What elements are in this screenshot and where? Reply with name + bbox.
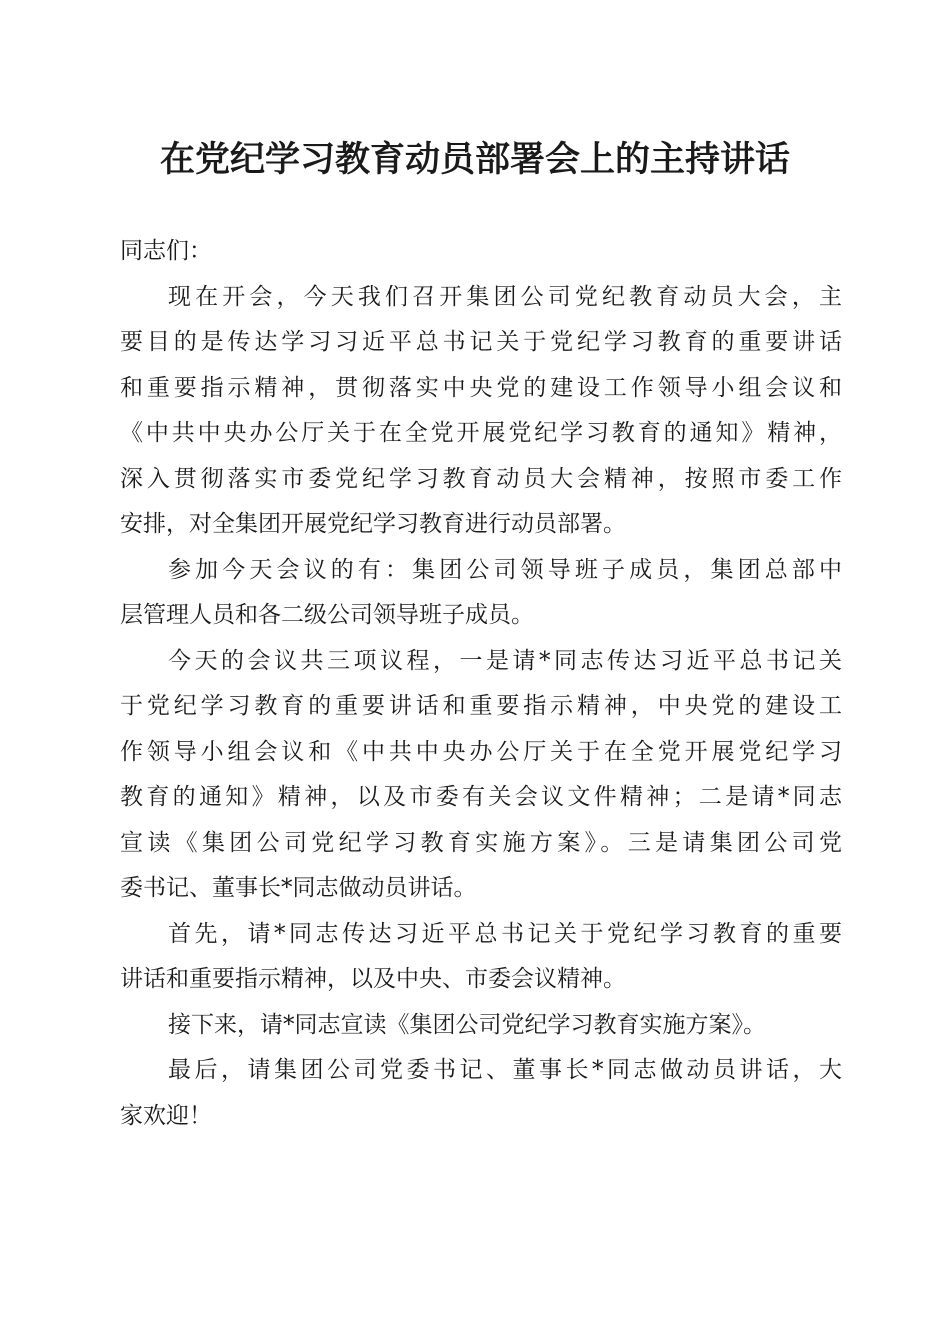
- paragraph-line: 和重要指示精神，贯彻落实中央党的建设工作领导小组会议和: [120, 374, 842, 401]
- paragraph-line: 于党纪学习教育的重要讲话和重要指示精神，中央党的建设工: [120, 693, 842, 719]
- paragraph-line: 安排，对全集团开展党纪学习教育进行动员部署。: [120, 511, 626, 537]
- paragraph-line: 接下来，请*同志宣读《集团公司党纪学习教育实施方案》。: [168, 1011, 766, 1038]
- paragraph-line: 最后，请集团公司党委书记、董事长*同志做动员讲话，大: [168, 1057, 842, 1083]
- document-title: 在党纪学习教育动员部署会上的主持讲话: [159, 139, 790, 180]
- paragraph-line: 首先，请*同志传达习近平总书记关于党纪学习教育的重要: [168, 920, 842, 947]
- paragraph-line: 深入贯彻落实市委党纪学习教育动员大会精神，按照市委工作: [120, 465, 842, 492]
- paragraph-line: 教育的通知》精神，以及市委有关会议文件精神；二是请*同志: [120, 784, 842, 810]
- paragraph-line: 今天的会议共三项议程，一是请*同志传达习近平总书记关: [168, 647, 842, 674]
- paragraph-line: 要目的是传达学习习近平总书记关于党纪学习教育的重要讲话: [120, 329, 842, 355]
- paragraph-line: 现在开会，今天我们召开集团公司党纪教育动员大会，主: [168, 283, 842, 310]
- paragraph-line: 宣读《集团公司党纪学习教育实施方案》。三是请集团公司党: [120, 829, 842, 856]
- paragraph-line: 《中共中央办公厅关于在全党开展党纪学习教育的通知》精神，: [120, 420, 842, 446]
- paragraph-line: 讲话和重要指示精神，以及中央、市委会议精神。: [120, 966, 626, 992]
- paragraph-line: 家欢迎！: [120, 1102, 212, 1129]
- paragraph-line: 参加今天会议的有：集团公司领导班子成员，集团总部中: [168, 556, 842, 583]
- salutation: 同志们：: [120, 238, 212, 264]
- paragraph-line: 委书记、董事长*同志做动员讲话。: [120, 875, 477, 901]
- document-body: [120, 229, 842, 1139]
- paragraph-line: 层管理人员和各二级公司领导班子成员。: [120, 602, 534, 628]
- paragraph-line: 作领导小组会议和《中共中央办公厅关于在全党开展党纪学习: [120, 738, 842, 765]
